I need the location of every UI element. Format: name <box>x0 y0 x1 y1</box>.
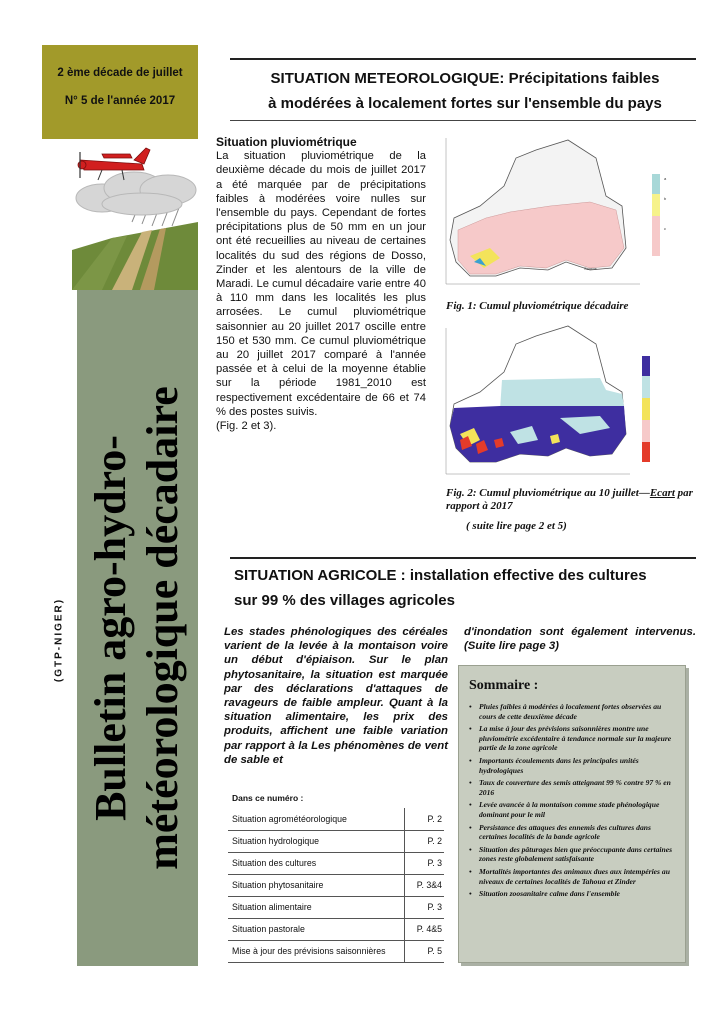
agri-headline-line1: SITUATION AGRICOLE : installation effective des cultures <box>234 567 647 584</box>
meteo-headline <box>232 66 698 116</box>
map-fig1 <box>440 130 670 303</box>
bulletin-title-line2: météorologique décadaire <box>138 386 187 870</box>
toc-row[interactable] <box>228 896 444 918</box>
sommaire-item: • Situation des pâturages bien que préoccupante dans certaines zones reste globalement satisfaisante <box>469 845 675 864</box>
sommaire-item: • Persistance des attaques des ennemis des cultures dans certaines localités de la bande agricole <box>469 823 675 842</box>
agri-headline <box>234 563 700 613</box>
suite-link-meteo[interactable]: ( suite lire page 2 et 5) <box>466 520 567 532</box>
agri-text-left: Les stades phénologiques des céréales varient de la levée à la montaison voire un début d'épiaison. Sur le plan phytosanitaire, la situation est marquée par des déclarations d'attaques de ravageurs de faible ampleur. Quant à la situation alimentaire, les prix des produits, affichent une faible variation par rapport à la Les phénomènes de vent de sable et <box>224 626 448 766</box>
bulletin-title <box>85 386 189 870</box>
toc-row[interactable] <box>228 918 444 940</box>
top-rule <box>230 58 696 60</box>
toc-row-page: P. 3 <box>404 896 444 918</box>
toc-row-page: P. 2 <box>404 830 444 852</box>
fig2-caption-a: Fig. 2: Cumul pluviométrique au 10 juillet— <box>446 487 650 499</box>
org-label: (GTP-NIGER) <box>53 597 65 683</box>
sommaire-box <box>458 665 686 963</box>
toc-row-label: Situation alimentaire <box>228 896 404 918</box>
issue-box <box>42 45 198 139</box>
toc-row-label: Situation pastorale <box>228 918 404 940</box>
svg-text:c: c <box>664 226 666 231</box>
toc-row-label: Mise à jour des prévisions saisonnières <box>228 940 404 962</box>
toc-row-label: Situation hydrologique <box>228 830 404 852</box>
sommaire-title: Sommaire : <box>469 678 539 693</box>
toc-row-label: Situation phytosanitaire <box>228 874 404 896</box>
fig2-caption-b: Ecart <box>649 487 675 499</box>
sommaire-item: • Situation zoosanitaire calme dans l'ensemble <box>469 889 675 899</box>
toc-row-page: P. 4&5 <box>404 918 444 940</box>
meteo-headline-line1: SITUATION METEOROLOGIQUE: Précipitations faibles <box>270 70 660 87</box>
toc-row-label: Situation agrométéorologique <box>228 808 404 830</box>
meteo-headline-line2: à modérées à localement fortes sur l'ensemble du pays <box>268 95 662 112</box>
agri-rule <box>230 557 696 559</box>
toc-row[interactable] <box>228 874 444 896</box>
pluvio-title: Situation pluviométrique <box>216 135 357 149</box>
fig2-caption <box>446 487 702 513</box>
issue-decade: 2 ème décade de juillet <box>57 67 183 79</box>
pluvio-section <box>216 135 426 433</box>
sommaire-item: • Mortalités importantes des animaux dues aux intempéries au niveaux de certaines localités de Tahoua et Zinder <box>469 867 675 886</box>
map-fig2 <box>440 322 670 493</box>
sommaire-item: • Pluies faibles à modérées à localement fortes observées au cours de cette deuxième décade <box>469 702 675 721</box>
sommaire-item: • Importants écoulements dans les principales unités hydrologiques <box>469 756 675 775</box>
toc-row[interactable] <box>228 852 444 874</box>
headline-rule <box>230 120 696 121</box>
toc-row-label: Situation des cultures <box>228 852 404 874</box>
fig2-caption-c: par rapport à 2017 <box>446 487 693 512</box>
bulletin-title-line1: Bulletin agro-hydro- <box>86 435 135 821</box>
toc-row-page: P. 3 <box>404 852 444 874</box>
svg-text:Source: Source <box>584 266 597 271</box>
toc-row-page: P. 5 <box>404 940 444 962</box>
fig1-caption: Fig. 1: Cumul pluviométrique décadaire <box>446 300 629 312</box>
toc-row[interactable] <box>228 808 444 830</box>
sommaire-item: • Taux de couverture des semis atteignant 99 % contre 97 % en 2016 <box>469 778 675 797</box>
toc-row-page: P. 3&4 <box>404 874 444 896</box>
agri-headline-line2: sur 99 % des villages agricoles <box>234 592 455 609</box>
svg-text:b: b <box>664 196 667 201</box>
toc-title: Dans ce numéro : <box>232 793 304 803</box>
toc-row[interactable] <box>228 940 444 962</box>
issue-number: N° 5 de l'année 2017 <box>64 95 176 107</box>
toc-table <box>228 808 444 963</box>
plane-illustration <box>72 140 198 290</box>
agri-text-right: d'inondation sont également intervenus. (Suite lire page 3) <box>464 626 696 653</box>
toc-row-page: P. 2 <box>404 808 444 830</box>
sommaire-item: • La mise à jour des prévisions saisonnières montre une pluviométrie excédentaire à tendance normale sur la majeure partie de la zone agricole <box>469 724 675 753</box>
pluvio-body: La situation pluviométrique de la deuxième décade du mois de juillet 2017 a été marquée par de précipitations faibles à modérées voire nulles sur l'ensemble du pays. Cependant de fortes précipitations plus de 50 mm en un jour ont été recueillies au niveau de certaines localités du sud des régions de Dosso, Zinder et les alentours de la ville de Maradi. Le cumul décadaire varie entre 40 à 110 mm dans les localités les plus arrosées. Le cumul pluviométrique saisonnier au 20 juillet 2017 oscille entre 150 et 530 mm. Ce cumul pluviométrique au 20 juillet 2017 comparé à l'année passée et à celui de la moyenne établie sur la période 1981_2010 est respectivement excédentaire de 66 et 74 % des postes suivis. <box>216 150 426 418</box>
sommaire-item: • Levée avancée à la montaison comme stade phénologique dominant pour le mil <box>469 800 675 819</box>
sommaire-list <box>469 702 675 899</box>
svg-text:a: a <box>664 176 667 181</box>
pluvio-ref: (Fig. 2 et 3). <box>216 420 277 433</box>
toc-row[interactable] <box>228 830 444 852</box>
